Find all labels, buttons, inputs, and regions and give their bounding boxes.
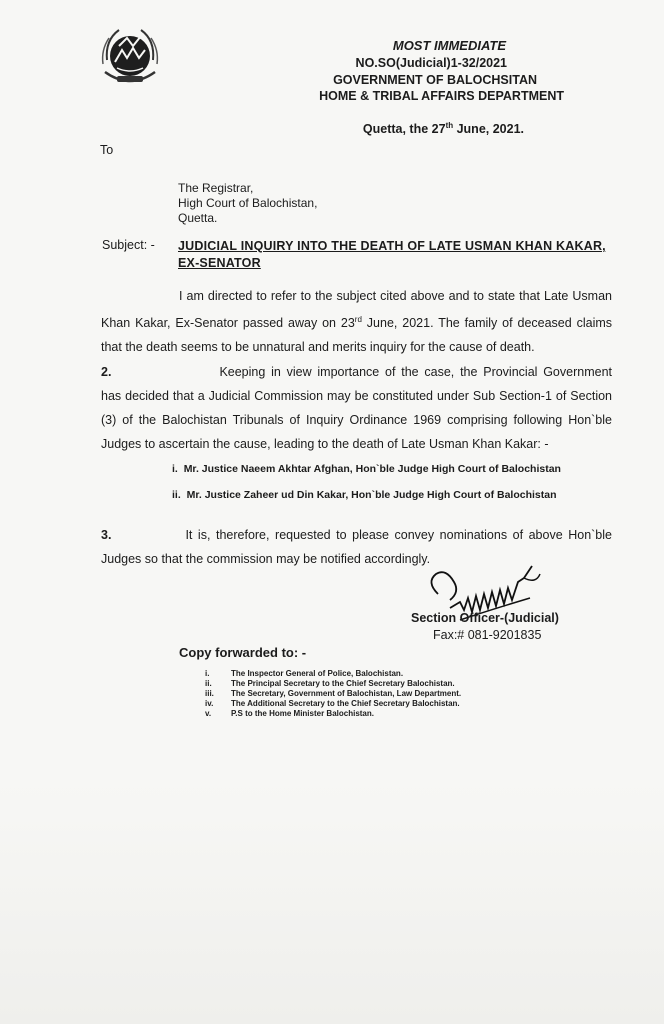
subject-text: JUDICIAL INQUIRY INTO THE DEATH OF LATE USMAN KHAN KAKAR, EX-SENATOR: [178, 239, 606, 270]
department-name: HOME & TRIBAL AFFAIRS DEPARTMENT: [319, 89, 564, 103]
copy-forwarded-label: Copy forwarded to: -: [179, 645, 307, 660]
letter-number: NO.SO(Judicial)1-32/2021: [355, 56, 507, 70]
paragraph-1: I am directed to refer to the subject cited above and to state that Late Usman Khan Kakar, Ex-Senator passed away on 23rd June, 2021. The family of deceased claims that the death seems to be unnatural and merits inquiry for the cause of death.: [101, 289, 613, 355]
most-immediate-label: MOST IMMEDIATE: [392, 38, 506, 53]
letter-date: Quetta, the 27th June, 2021.: [362, 121, 524, 137]
signatory-fax: Fax:# 081-9201835: [433, 628, 542, 642]
page-shading: [0, 780, 664, 1024]
judge-item: ii. Mr. Justice Zaheer ud Din Kakar, Hon`ble Judge High Court of Balochistan: [172, 489, 557, 501]
subject-label: Subject: -: [102, 238, 155, 252]
paragraph-2: 2. Keeping in view importance of the case, the Provincial Government has decided that a Judicial Commission may be constituted under Sub Section-1 of Section (3) of the Balochistan Tribunals of Inquiry Ordinance 1969 comprising following Hon`ble Judges to ascertain the cause, leading to the death of Late Usman Khan Kakar: -: [101, 365, 612, 451]
balochistan-emblem-icon: [97, 20, 163, 88]
letter-page: MOST IMMEDIATE NO.SO(Judicial)1-32/2021 GOVERNMENT OF BALOCHSITAN HOME & TRIBAL AFFAIRS DEPARTMENT Quetta, the 27th June, 2021. To The Registrar, High Court of Balochistan, Quetta. Subject: - JUDICIAL INQUIRY INTO THE DEATH OF LATE USMAN KHAN KAKAR, EX-SENATOR I am directed to refer to the subject cited above and to state that Late Usman Khan Kakar, Ex-Senator passed away on 23rd June, 2021. The family of deceased claims that the death seems to be unnatural and merits inquiry for the cause of death. 2. Keeping in view importance of the case, the Provincial Government has decided that a Judicial Commission may be constituted under Sub Section-1 of Section (3) of the Balochistan Tribunals of Inquiry Ordinance 1969 comprising following Hon`ble Judges to ascertain the cause, leading to the death of Late Usman Khan Kakar: - i. Mr. Justice Naeem Akhtar Afghan, Hon`ble Judge High Court of Balochistan ii. Mr. Justice Zaheer ud Din Kakar, Hon`ble Judge High Court of Balochistan 3. It is, therefore, requested to please convey nominations of above Hon`ble Judges so that the commission may be notified accordingly. Section Officer-(Judicial) Fax:# 081-9201835 Copy forwarded to: - i. The Inspector General of Police, Balochistan. ii. The Principal Secretary to the Chief Secretary Balochistan. iii. The Secretary, Government of Balochistan, Law Department. iv. The Additional Secretary to the Chief Secretary Balochistan. v. P.S to the Home Minister Balochistan.: [0, 0, 664, 1024]
addressee-line: The Registrar,: [178, 181, 254, 195]
paragraph-3: 3. It is, therefore, requested to please convey nominations of above Hon`ble Judges so that the commission may be notified accordingly.: [101, 528, 612, 566]
addressee-line: Quetta.: [178, 211, 218, 225]
government-name: GOVERNMENT OF BALOCHSITAN: [333, 73, 537, 87]
to-label: To: [100, 143, 114, 157]
judge-item: i. Mr. Justice Naeem Akhtar Afghan, Hon`ble Judge High Court of Balochistan: [172, 463, 561, 475]
signatory-title: Section Officer-(Judicial): [411, 611, 559, 625]
addressee-line: High Court of Balochistan,: [178, 196, 318, 210]
